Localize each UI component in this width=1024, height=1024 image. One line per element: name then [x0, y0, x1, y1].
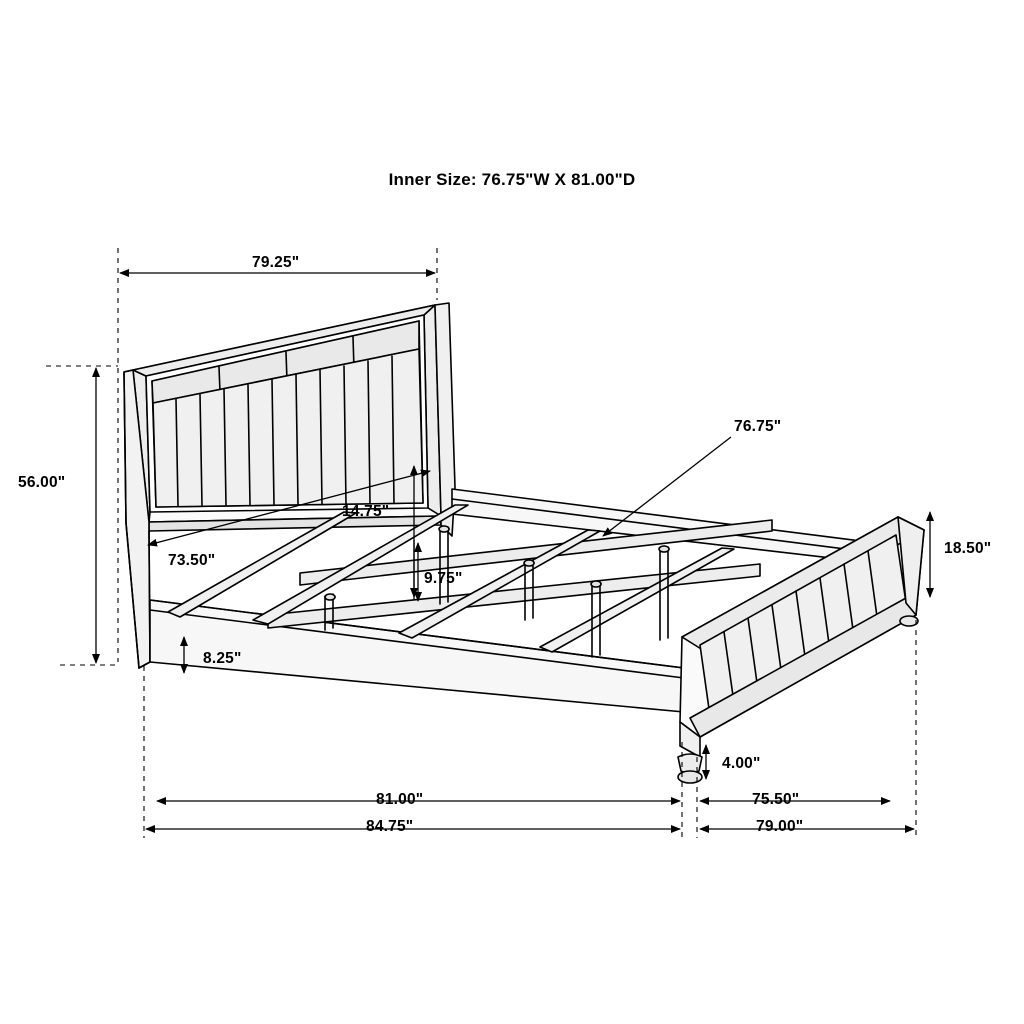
dim-label-79-25: 79.25": [252, 254, 300, 271]
dim-label-76-75: 76.75": [734, 418, 782, 435]
dim-label-84-75: 84.75": [366, 818, 414, 835]
dim-label-56-00: 56.00": [18, 474, 66, 491]
dim-label-14-75: 14.75": [342, 503, 390, 520]
dim-label-4-00: 4.00": [722, 755, 761, 772]
bed-illustration: [124, 303, 924, 783]
dim-label-8-25: 8.25": [203, 650, 242, 667]
dim-label-73-50: 73.50": [168, 552, 216, 569]
dim-label-81-00: 81.00": [376, 791, 424, 808]
dim-label-9-75: 9.75": [424, 570, 463, 587]
dim-label-18-50: 18.50": [944, 540, 992, 557]
dim-label-75-50: 75.50": [752, 791, 800, 808]
diagram-title: Inner Size: 76.75"W X 81.00"D: [388, 170, 636, 189]
dim-label-79-00: 79.00": [756, 818, 804, 835]
